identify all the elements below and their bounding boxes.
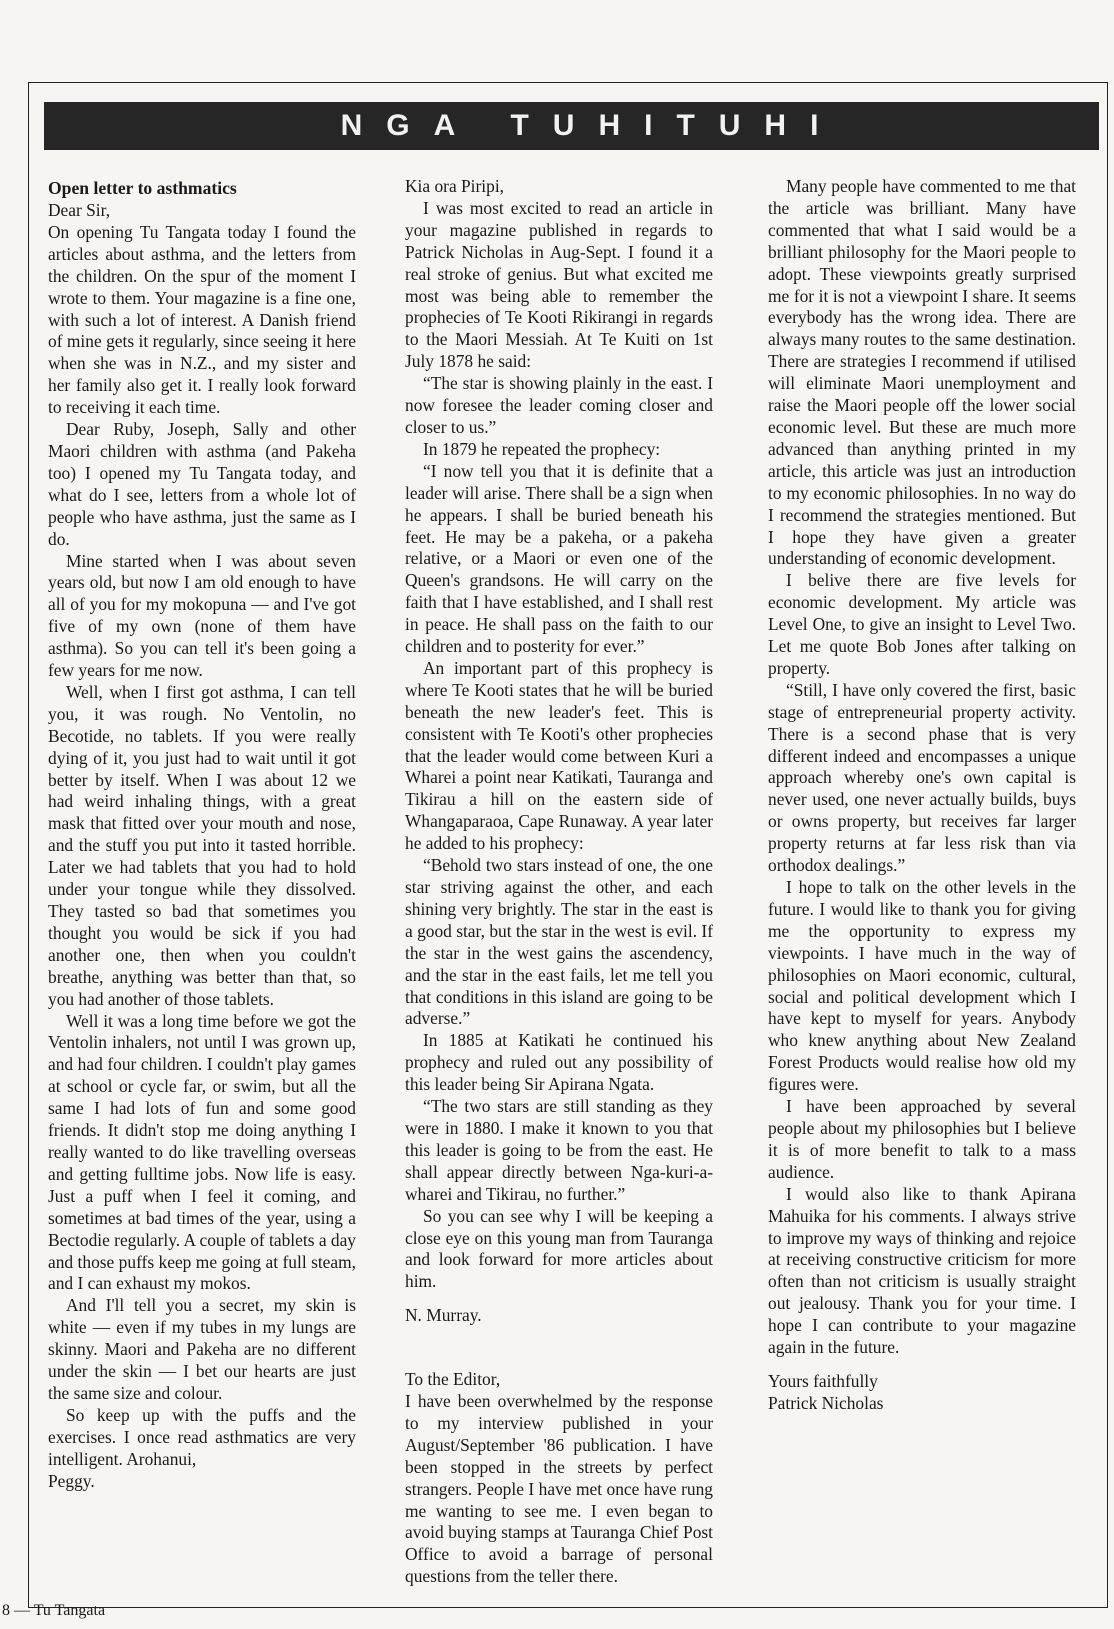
section-banner: NGA TUHITUHI — [44, 102, 1099, 150]
paragraph: An important part of this prophecy is where Te Kooti states that he will be buried beneath the new leader's feet. This is consistent with Te Kooti's other prophecies that the leader would come between Kuri a Wharei a point near Katikati, Tauranga and Tikirau a hill on the eastern side of Whangaparaoa, Cape Runaway. A year later he added to his prophecy: — [405, 657, 713, 854]
paragraph: In 1879 he repeated the prophecy: — [423, 438, 661, 459]
paragraph: I was most excited to read an article in your magazine published in regards to Patrick Nicholas in Aug-Sept. I found it a real stroke of genius. But what excited me most was being able to remember the prophecies of Te Kooti Rikirangi in regards to the Maori Messiah. At Te Kuiti on 1st July 1878 he said: — [405, 197, 713, 372]
paragraph: Well, when I first got asthma, I can tell you, it was rough. No Ventolin, no Becotide, no tablets. If you were really dying of it, you just had to wait until it got better by itself. When I was about 12 we had weird inhaling things, with a great mask that fitted over your mouth and nose, and the stuff you put into it tasted horrible. Later we had tablets that you had to hold under your tongue while they dissolved. They tasted so bad that sometimes you thought you would be sick if you had another one, then when you couldn't breathe, anything was better than that, so you had another of those tablets. — [48, 681, 356, 1009]
paragraph: Mine started when I was about seven years old, but now I am old enough to have all of you for my mokopuna — and I've got five of my own (none of them have asthma). So you can tell it's been going a few years for me now. — [48, 550, 356, 681]
spacer — [768, 1359, 1076, 1371]
paragraph: I hope to talk on the other levels in the future. I would like to thank you for giving me the opportunity to express my viewpoints. I have much in the way of philosophies on Maori economic, cultural, social and political development which I have kept to myself for years. Anybody who knew anything about New Zealand Forest Products would realise how old my figures were. — [768, 877, 1076, 1095]
paragraph: And I'll tell you a secret, my skin is white — even if my tubes in my lungs are skinny. Maori and Pakeha are no different under the skin — I bet our hearts are just the same size and colour. — [48, 1295, 356, 1403]
paragraph: So keep up with the puffs and the exercises. I once read asthmatics are very intelligent. Arohanui, — [48, 1404, 356, 1469]
letter-salutation: Dear Sir, — [48, 200, 111, 220]
spacer — [405, 1327, 713, 1369]
letter-signature: N. Murray. — [405, 1305, 482, 1326]
letter-closing: Yours faithfully — [768, 1370, 878, 1391]
paragraph: I have been overwhelmed by the response to my interview published in your August/September '86 publication. I have been stopped in the streets by perfect strangers. People I have met once have rung me wanting to see me. I even began to avoid buying stamps at Tauranga Chief Post Office to avoid a barrage of personal questions from the teller there. — [405, 1391, 713, 1587]
paragraph: Dear Ruby, Joseph, Sally and other Maori children with asthma (and Pakeha too) I opened my Tu Tangata today, and what do I see, letters from a whole lot of people who have asthma, just the same as I do. — [48, 419, 356, 549]
paragraph: I would also like to thank Apirana Mahuika for his comments. I always strive to improve my ways of thinking and rejoice at receiving constructive criticism for more often than not criticism is usually straight out jealousy. Thank you for your time. I hope I can contribute to your magazine again in the future. — [768, 1183, 1076, 1358]
paragraph: “The two stars are still standing as they were in 1880. I make it known to you that this leader is going to be from the east. He shall appear directly between Nga-kuri-a-wharei and Tikirau, no further.” — [405, 1096, 713, 1204]
letter-salutation: Kia ora Piripi, — [405, 176, 505, 196]
paragraph: “The star is showing plainly in the east. I now foresee the leader coming closer and closer to us.” — [405, 373, 713, 437]
paragraph: “I now tell you that it is definite that a leader will arise. There shall be a sign when he appears. I shall be buried beneath his feet. He may be a pakeha, or a pakeha relative, or a Maori or even one of the Queen's grandsons. He will carry on the faith that I have established, and I shall rest in peace. He shall pass on the faith to our children and to posterity for ever.” — [405, 460, 713, 657]
paragraph: Well it was a long time before we got the Ventolin inhalers, not until I was grown up, and had four children. I couldn't play games at school or cycle far, or swim, but all the same I had lots of fun and some good friends. It didn't stop me doing anything I really wanted to do like travelling overseas and getting fulltime jobs. Now life is easy. Just a puff when I feel it coming, and sometimes at bad times of the year, using a Bectodie regularly. A couple of tablets a day and those puffs keep me going at full steam, and I can exhaust my mokos. — [48, 1010, 356, 1294]
paragraph: I belive there are five levels for economic development. My article was Level One, to give an insight to Level Two. Let me quote Bob Jones after talking on property. — [768, 570, 1076, 678]
paragraph: “Still, I have only covered the first, basic stage of entrepreneurial property activity. There is a second phase that is very different indeed and encompasses a unique approach whereby one's own capital is never used, one never actually builds, buys or owns property, but receives far larger property returns at far less risk than via orthodox dealings.” — [768, 679, 1076, 876]
page-footer: 8 — Tu Tangata — [2, 1602, 106, 1619]
letter-signature: Peggy. — [48, 1470, 95, 1491]
paragraph: Many people have commented to me that the article was brilliant. Many have commented that what I said would be a brilliant philosophy for the Maori people to adopt. These viewpoints greatly surprised me for it is not a viewpoint I share. It seems everybody has the wrong idea. There are always many routes to the same destination. There are strategies I recommend if utilised will eliminate Maori unemployment and raise the Maori people off the lower social economic level. But these are much more advanced than anything printed in my article, this article was just an introduction to my economic philosophies. In no way do I recommend the strategies mentioned. But I hope they have given a greater understanding of economic development. — [768, 176, 1076, 569]
paragraph: “Behold two stars instead of one, the one star striving against the other, and each shining very brightly. The star in the east is a good star, but the star in the west is evil. If the star in the west gains the ascendency, and the star in the east fails, let me tell you that conditions in this island are going to be adverse.” — [405, 855, 713, 1029]
paragraph: On opening Tu Tangata today I found the articles about asthma, and the letters from the children. On the spur of the moment I wrote to them. Your magazine is a fine one, with such a lot of interest. A Danish friend of mine gets it regularly, since seeing it here when she was in N.Z., and my sister and her family also get it. I really look forward to receiving it each time. — [48, 221, 356, 418]
spacer — [405, 1293, 713, 1305]
paragraph: I have been approached by several people about my philosophies but I believe it is of more benefit to talk to a mass audience. — [768, 1096, 1076, 1182]
column-1 — [48, 176, 356, 1492]
letter-salutation: To the Editor, — [405, 1369, 501, 1390]
paragraph: So you can see why I will be keeping a close eye on this young man from Tauranga and look forward for more articles about him. — [405, 1205, 713, 1292]
paragraph: In 1885 at Katikati he continued his prophecy and ruled out any possibility of this leader being Sir Apirana Ngata. — [405, 1030, 713, 1095]
letter-heading: Open letter to asthmatics — [48, 178, 237, 198]
letter-signature: Patrick Nicholas — [768, 1392, 884, 1413]
column-2 — [405, 176, 713, 1588]
column-3 — [768, 176, 1076, 1415]
